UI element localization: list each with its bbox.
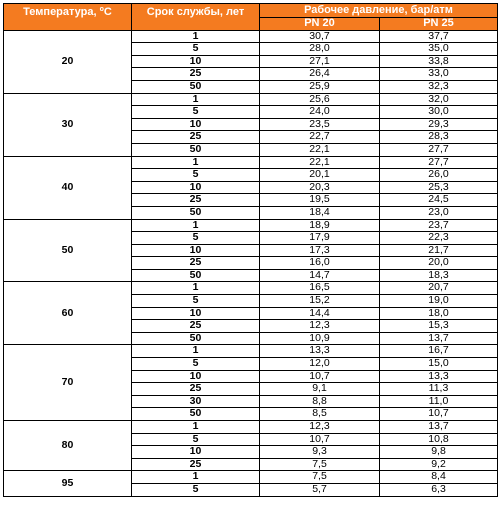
service-life-cell: 25 <box>132 131 260 144</box>
service-life-cell: 10 <box>132 370 260 383</box>
pn25-cell: 28,3 <box>380 131 498 144</box>
pn20-cell: 13,3 <box>260 345 380 358</box>
table-body <box>4 30 498 496</box>
service-life-cell: 25 <box>132 194 260 207</box>
pn25-cell: 13,7 <box>380 332 498 345</box>
service-life-cell: 25 <box>132 257 260 270</box>
service-life-cell: 5 <box>132 295 260 308</box>
service-life-cell: 10 <box>132 181 260 194</box>
pn20-cell: 14,7 <box>260 269 380 282</box>
pn20-cell: 17,3 <box>260 244 380 257</box>
service-life-cell: 5 <box>132 106 260 119</box>
pn25-cell: 18,3 <box>380 269 498 282</box>
pn25-cell: 32,3 <box>380 80 498 93</box>
service-life-cell: 1 <box>132 421 260 434</box>
header-pn25: PN 25 <box>380 18 498 31</box>
pn20-cell: 22,1 <box>260 143 380 156</box>
table-row <box>4 421 498 434</box>
pn25-cell: 21,7 <box>380 244 498 257</box>
pn25-cell: 20,0 <box>380 257 498 270</box>
temperature-cell: 50 <box>4 219 132 282</box>
table-row <box>4 30 498 43</box>
pn20-cell: 30,7 <box>260 30 380 43</box>
service-life-cell: 5 <box>132 433 260 446</box>
pn20-cell: 22,7 <box>260 131 380 144</box>
pn25-cell: 23,7 <box>380 219 498 232</box>
pn20-cell: 18,4 <box>260 206 380 219</box>
service-life-cell: 1 <box>132 156 260 169</box>
pn25-cell: 22,3 <box>380 232 498 245</box>
pn25-cell: 11,0 <box>380 395 498 408</box>
service-life-cell: 25 <box>132 68 260 81</box>
service-life-cell: 1 <box>132 345 260 358</box>
service-life-cell: 5 <box>132 483 260 496</box>
table-row <box>4 345 498 358</box>
pn20-cell: 16,5 <box>260 282 380 295</box>
pn25-cell: 27,7 <box>380 156 498 169</box>
pn20-cell: 27,1 <box>260 55 380 68</box>
pn25-cell: 33,8 <box>380 55 498 68</box>
pn25-cell: 16,7 <box>380 345 498 358</box>
temperature-cell: 70 <box>4 345 132 421</box>
pn20-cell: 7,5 <box>260 471 380 484</box>
table-row <box>4 156 498 169</box>
temperature-cell: 30 <box>4 93 132 156</box>
pn25-cell: 32,0 <box>380 93 498 106</box>
pn20-cell: 25,6 <box>260 93 380 106</box>
temperature-cell: 60 <box>4 282 132 345</box>
service-life-cell: 50 <box>132 269 260 282</box>
pn20-cell: 16,0 <box>260 257 380 270</box>
table-row <box>4 219 498 232</box>
pn25-cell: 13,3 <box>380 370 498 383</box>
service-life-cell: 10 <box>132 118 260 131</box>
service-life-cell: 50 <box>132 206 260 219</box>
temperature-cell: 95 <box>4 471 132 496</box>
header-working-pressure: Рабочее давление, бар/атм <box>260 4 498 18</box>
pn25-cell: 37,7 <box>380 30 498 43</box>
service-life-cell: 5 <box>132 169 260 182</box>
pn25-cell: 6,3 <box>380 483 498 496</box>
service-life-cell: 25 <box>132 383 260 396</box>
pn25-cell: 35,0 <box>380 43 498 56</box>
service-life-cell: 50 <box>132 143 260 156</box>
pn20-cell: 10,7 <box>260 370 380 383</box>
service-life-cell: 50 <box>132 80 260 93</box>
pn20-cell: 5,7 <box>260 483 380 496</box>
pn20-cell: 25,9 <box>260 80 380 93</box>
pn25-cell: 15,0 <box>380 358 498 371</box>
service-life-cell: 10 <box>132 55 260 68</box>
service-life-cell: 5 <box>132 232 260 245</box>
service-life-cell: 50 <box>132 408 260 421</box>
pn20-cell: 7,5 <box>260 458 380 471</box>
temperature-cell: 40 <box>4 156 132 219</box>
header-pn20: PN 20 <box>260 18 380 31</box>
header-service-life: Срок службы, лет <box>132 4 260 31</box>
pn25-cell: 27,7 <box>380 143 498 156</box>
table-row <box>4 471 498 484</box>
pn20-cell: 8,5 <box>260 408 380 421</box>
pn20-cell: 18,9 <box>260 219 380 232</box>
pn25-cell: 15,3 <box>380 320 498 333</box>
pn25-cell: 9,2 <box>380 458 498 471</box>
pn20-cell: 9,1 <box>260 383 380 396</box>
pn25-cell: 20,7 <box>380 282 498 295</box>
pn25-cell: 8,4 <box>380 471 498 484</box>
service-life-cell: 1 <box>132 219 260 232</box>
pressure-table <box>3 3 498 497</box>
service-life-cell: 25 <box>132 320 260 333</box>
pn20-cell: 20,3 <box>260 181 380 194</box>
pn20-cell: 28,0 <box>260 43 380 56</box>
pn25-cell: 30,0 <box>380 106 498 119</box>
pn25-cell: 13,7 <box>380 421 498 434</box>
pn20-cell: 9,3 <box>260 446 380 459</box>
pn25-cell: 26,0 <box>380 169 498 182</box>
service-life-cell: 30 <box>132 395 260 408</box>
pn20-cell: 23,5 <box>260 118 380 131</box>
service-life-cell: 5 <box>132 43 260 56</box>
service-life-cell: 1 <box>132 93 260 106</box>
pn25-cell: 11,3 <box>380 383 498 396</box>
pn20-cell: 20,1 <box>260 169 380 182</box>
pn20-cell: 12,3 <box>260 421 380 434</box>
service-life-cell: 5 <box>132 358 260 371</box>
table-row <box>4 282 498 295</box>
pn25-cell: 29,3 <box>380 118 498 131</box>
pn20-cell: 14,4 <box>260 307 380 320</box>
pn25-cell: 19,0 <box>380 295 498 308</box>
pn25-cell: 10,7 <box>380 408 498 421</box>
service-life-cell: 1 <box>132 30 260 43</box>
pn20-cell: 24,0 <box>260 106 380 119</box>
pn20-cell: 17,9 <box>260 232 380 245</box>
service-life-cell: 50 <box>132 332 260 345</box>
table-header <box>4 4 498 31</box>
pn25-cell: 23,0 <box>380 206 498 219</box>
pn20-cell: 12,3 <box>260 320 380 333</box>
pn25-cell: 10,8 <box>380 433 498 446</box>
pn20-cell: 10,9 <box>260 332 380 345</box>
pn20-cell: 15,2 <box>260 295 380 308</box>
pn20-cell: 26,4 <box>260 68 380 81</box>
table-row <box>4 93 498 106</box>
service-life-cell: 10 <box>132 307 260 320</box>
temperature-cell: 80 <box>4 421 132 471</box>
service-life-cell: 25 <box>132 458 260 471</box>
pn20-cell: 8,8 <box>260 395 380 408</box>
pn20-cell: 19,5 <box>260 194 380 207</box>
service-life-cell: 1 <box>132 282 260 295</box>
pn25-cell: 25,3 <box>380 181 498 194</box>
pn20-cell: 10,7 <box>260 433 380 446</box>
pn25-cell: 33,0 <box>380 68 498 81</box>
service-life-cell: 1 <box>132 471 260 484</box>
pn20-cell: 12,0 <box>260 358 380 371</box>
pn25-cell: 18,0 <box>380 307 498 320</box>
pn20-cell: 22,1 <box>260 156 380 169</box>
pn25-cell: 24,5 <box>380 194 498 207</box>
service-life-cell: 10 <box>132 244 260 257</box>
pn25-cell: 9,8 <box>380 446 498 459</box>
service-life-cell: 10 <box>132 446 260 459</box>
header-temperature: Температура, $^o$C <box>4 4 132 31</box>
temperature-cell: 20 <box>4 30 132 93</box>
